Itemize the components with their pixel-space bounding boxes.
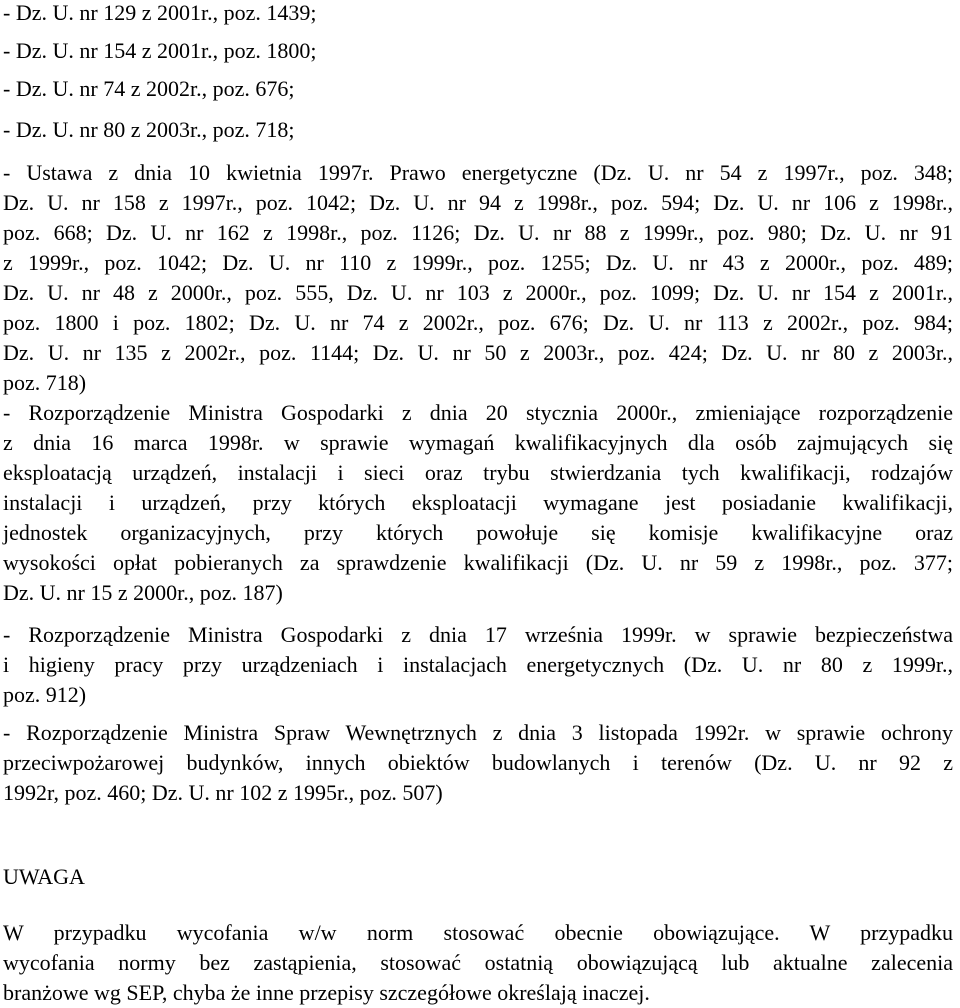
text-line: 1992r, poz. 460; Dz. U. nr 102 z 1995r., poz. 507) (3, 780, 443, 805)
regulation-fire-protection (3, 718, 953, 808)
text-line: - Ustawa z dnia 10 kwietnia 1997r. Prawo energetyczne (Dz. U. nr 54 z 1997r., poz. 348; (3, 160, 953, 185)
text-line: - Rozporządzenie Ministra Gospodarki z dnia 17 września 1999r. w sprawie bezpieczeństwa (3, 622, 953, 647)
text-line: instalacji i urządzeń, przy których eksploatacji wymagane jest posiadanie kwalifikacji, (3, 490, 953, 515)
text-line: Dz. U. nr 158 z 1997r., poz. 1042; Dz. U. nr 94 z 1998r., poz. 594; Dz. U. nr 106 z 1998r., (3, 190, 953, 215)
list-item-short: - Dz. U. nr 129 z 2001r., poz. 1439; (3, 0, 317, 25)
text-line: poz. 912) (3, 682, 87, 707)
text-line: i higieny pracy przy urządzeniach i instalacjach energetycznych (Dz. U. nr 80 z 1999r., (3, 652, 953, 677)
text-line: poz. 1800 i poz. 1802; Dz. U. nr 74 z 2002r., poz. 676; Dz. U. nr 113 z 2002r., poz. 984; (3, 310, 953, 335)
note-heading: UWAGA (3, 864, 85, 889)
text-line: Dz. U. nr 48 z 2000r., poz. 555, Dz. U. nr 103 z 2000r., poz. 1099; Dz. U. nr 154 z 2001r., (3, 280, 953, 305)
list-item-short: - Dz. U. nr 74 z 2002r., poz. 676; (3, 76, 295, 101)
text-line: wycofania normy bez zastąpienia, stosować ostatnią obowiązującą lub aktualne zalecenia (3, 950, 953, 975)
text-line: poz. 668; Dz. U. nr 162 z 1998r., poz. 1126; Dz. U. nr 88 z 1999r., poz. 980; Dz. U. nr 91 (3, 220, 953, 245)
text-line: przeciwpożarowej budynków, innych obiektów budowlanych i terenów (Dz. U. nr 92 z (3, 750, 953, 775)
text-line: jednostek organizacyjnych, przy których powołuje się komisje kwalifikacyjne oraz (3, 520, 953, 545)
text-line: W przypadku wycofania w/w norm stosować obecnie obowiązujące. W przypadku (3, 920, 953, 945)
text-line: z 1999r., poz. 1042; Dz. U. nr 110 z 1999r., poz. 1255; Dz. U. nr 43 z 2000r., poz. 489; (3, 250, 953, 275)
text-line: wysokości opłat pobieranych za sprawdzenie kwalifikacji (Dz. U. nr 59 z 1998r., poz. 377; (3, 550, 953, 575)
text-line: eksploatacją urządzeń, instalacji i sieci oraz trybu stwierdzania tych kwalifikacji, rodzajów (3, 460, 953, 485)
regulation-energy-law (3, 158, 953, 398)
list-item-short: - Dz. U. nr 80 z 2003r., poz. 718; (3, 117, 295, 142)
regulation-safety (3, 620, 953, 710)
text-line: Dz. U. nr 135 z 2002r., poz. 1144; Dz. U. nr 50 z 2003r., poz. 424; Dz. U. nr 80 z 2003r., (3, 340, 953, 365)
text-line: z dnia 16 marca 1998r. w sprawie wymagań kwalifikacyjnych dla osób zajmujących się (3, 430, 953, 455)
text-line: Dz. U. nr 15 z 2000r., poz. 187) (3, 580, 283, 605)
text-line: poz. 718) (3, 370, 87, 395)
text-line: - Rozporządzenie Ministra Spraw Wewnętrznych z dnia 3 listopada 1992r. w sprawie ochrony (3, 720, 953, 745)
text-line: branżowe wg SEP, chyba że inne przepisy szczegółowe określają inaczej. (3, 980, 650, 1005)
list-item-short: - Dz. U. nr 154 z 2001r., poz. 1800; (3, 38, 317, 63)
regulation-qualifications (3, 398, 953, 608)
text-line: - Rozporządzenie Ministra Gospodarki z dnia 20 stycznia 2000r., zmieniające rozporządzenie (3, 400, 953, 425)
note-body (3, 918, 953, 1008)
